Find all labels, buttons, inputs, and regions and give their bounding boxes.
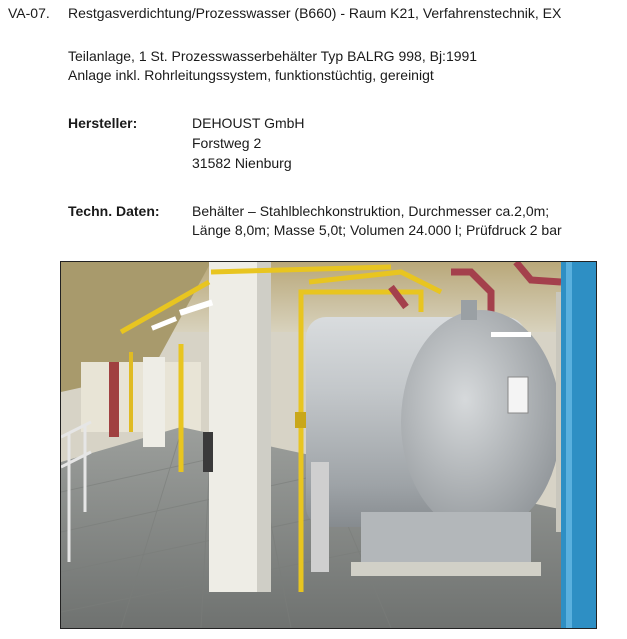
description-line-2: Anlage inkl. Rohrleitungssystem, funktionstüchtig, gereinigt	[68, 67, 434, 83]
manufacturer-name: DEHOUST GmbH	[192, 115, 305, 131]
tank-nozzle	[461, 300, 477, 320]
yellow-pipe-far	[129, 352, 133, 432]
support-post	[311, 462, 329, 572]
blue-column-highlight	[566, 262, 572, 628]
entry-number: VA-07.	[8, 5, 50, 21]
manufacturer-city: 31582 Nienburg	[192, 155, 292, 171]
tank-photo-illustration	[61, 262, 596, 628]
column-box	[203, 432, 213, 472]
description-line-1: Teilanlage, 1 St. Prozesswasserbehälter Typ BALRG 998, Bj:1991	[68, 48, 478, 64]
white-column-shade	[257, 262, 271, 592]
tech-data-line-1: Behälter – Stahlblechkonstruktion, Durchmesser ca.2,0m;	[192, 203, 550, 219]
far-column-1	[109, 362, 119, 437]
tank-label-plate	[508, 377, 528, 413]
pipe-valve	[295, 412, 307, 428]
far-column-2	[143, 357, 165, 447]
tank-saddle-base	[351, 562, 541, 576]
tank-end-cap	[401, 310, 561, 534]
tank-photo	[60, 261, 597, 629]
manufacturer-street: Forstweg 2	[192, 135, 262, 151]
tech-data-label: Techn. Daten:	[68, 203, 160, 219]
tank-saddle	[361, 512, 531, 568]
entry-title: Restgasverdichtung/Prozesswasser (B660) - Raum K21, Verfahrenstechnik, EX	[68, 5, 562, 21]
manufacturer-label: Hersteller:	[68, 115, 138, 131]
tech-data-line-2: Länge 8,0m; Masse 5,0t; Volumen 24.000 l; Prüfdruck 2 bar	[192, 222, 562, 238]
